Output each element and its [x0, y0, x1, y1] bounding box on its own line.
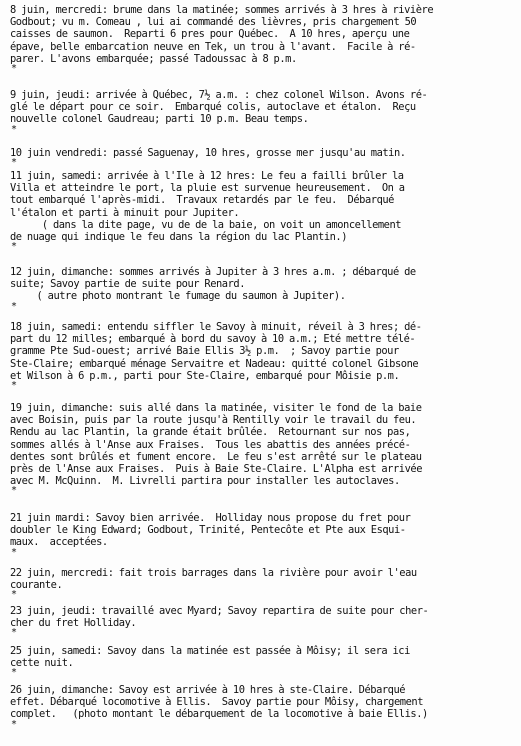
entry-line: et Wilson à 6 p.m., parti pour Ste-Claire, embarqué pour Môisie p.m.: [10, 369, 400, 382]
entry-line: ( autre photo montrant le fumage du saumon à Jupiter).: [10, 290, 346, 303]
entry-line: Rendu au lac Plantin, la grande était brûlée. Retournant sur nos pas,: [10, 426, 411, 439]
entry-line: avec Boisin, puis par la route jusqu'à Rentilly voir le travail du feu.: [10, 414, 417, 427]
entry-line: près de l'Anse aux Fraises. Puis à Baie Ste-Claire. L'Alpha est arrivée: [10, 462, 423, 475]
entry-line: 18 juin, samedi: entendu siffler le Savoy à minuit, réveil à 3 hres; dé-: [10, 321, 422, 333]
entry-line: ( dans la dite page, vu de de la baie, on voit un amoncellement: [10, 218, 402, 231]
diary-entry-21-juin: [10, 512, 515, 557]
entry-line: maux. acceptées.: [10, 536, 108, 549]
entry-line: caisses de saumon. Reparti 6 pres pour Québec. A 10 hres, aperçu une: [10, 28, 410, 41]
entry-line: 8 juin, mercredi: brume dans la matinée; sommes arrivés à 3 hres à rivière: [10, 4, 434, 16]
entry-separator-star: *: [11, 62, 17, 74]
entry-line: sommes allés à l'Anse aux Fraises. Tous les abattis des années précé-: [10, 438, 411, 451]
entry-separator-star: *: [11, 485, 17, 497]
entry-separator-star: *: [11, 667, 17, 679]
entry-separator-star: *: [11, 241, 17, 253]
entry-line: Ste-Claire; embarqué ménage Servaitre et Nadeau: quitté colonel Gibsone: [10, 357, 419, 370]
entry-line: nouvelle colonel Gaudreau; parti 10 p.m. Beau temps.: [10, 113, 309, 126]
entry-separator-star: *: [11, 546, 17, 558]
entry-line: de nuage qui indique le feu dans la région du lac Plantin.): [10, 230, 348, 243]
entry-line: complet. (photo montant le débarquement de la locomotive à baie Ellis.): [10, 708, 428, 721]
entry-line: doubler le King Edward; Godbout, Trinité, Pentecôte et Pte aux Esqui-: [10, 524, 406, 537]
entry-line: 21 juin mardi: Savoy bien arrivée. Holliday nous propose du fret pour: [10, 512, 411, 524]
entry-line: suite; Savoy partie de suite pour Renard.: [10, 278, 246, 291]
diary-entry-18-juin: [10, 321, 515, 390]
entry-line: glé le départ pour ce soir. Embarqué colis, autoclave et étalon. Reçu: [10, 101, 416, 114]
entry-line: l'étalon et parti à minuit pour Jupiter.: [10, 206, 240, 219]
entry-separator-star: *: [11, 123, 17, 135]
entry-line: avec M. McQuinn. M. Livrelli partira pour installer les autoclaves.: [10, 475, 400, 488]
entry-line: parer. L'avons embarquée; passé Tadoussac à 8 p.m.: [10, 52, 297, 65]
entry-separator-star: *: [11, 157, 17, 169]
entry-line: 25 juin, samedi: Savoy dans la matinée est passée à Môisy; il sera ici: [10, 645, 410, 657]
entry-line: 19 juin, dimanche: suis allé dans la matinée, visiter le fond de la baie: [10, 402, 422, 414]
entry-line: Godbout; vu m. Comeau , lui ai commandé des lièvres, pris chargement 50: [10, 16, 417, 29]
entry-line: 22 juin, mercredi: fait trois barrages dans la rivière pour avoir l'eau: [10, 567, 417, 579]
diary-entry-23-juin: [10, 605, 515, 637]
entry-separator-star: *: [11, 379, 17, 391]
entry-separator-star: *: [11, 300, 17, 312]
entry-separator-star: *: [11, 627, 17, 639]
entry-line: 10 juin vendredi: passé Saguenay, 10 hres, grosse mer jusqu'au matin.: [10, 147, 406, 159]
entry-line: tout embarqué l'après-midi. Travaux retardés par le feu. Débarqué: [10, 194, 394, 207]
entry-separator-star: *: [11, 718, 17, 730]
entry-line: effet. Débarqué locomotive à Ellis. Savoy partie pour Môisy, chargement: [10, 696, 424, 709]
entry-line: 23 juin, jeudi: travaillé avec Myard; Savoy repartira de suite pour cher-: [10, 605, 429, 617]
entry-line: épave, belle embarcation neuve en Tek, un trou à l'avant. Facile à ré-: [10, 40, 416, 53]
entry-line: 12 juin, dimanche: sommes arrivés à Jupiter à 3 hres a.m. ; débarqué de: [10, 266, 416, 278]
entry-line: 11 juin, samedi: arrivée à l'Ile à 12 hres: Le feu a failli brûler la: [10, 170, 404, 182]
diary-entry-12-juin: [10, 266, 515, 311]
entry-line: part du 12 milles; embarqué à bord du savoy à 10 a.m.; Eté mettre télé-: [10, 333, 416, 346]
diary-entry-9-juin: [10, 89, 515, 134]
diary-entry-25-juin: [10, 645, 515, 677]
entry-line: cette nuit.: [10, 657, 74, 670]
entry-line: dentes sont brûlés et fument encore. Le feu s'est arrêté sur le plateau: [10, 450, 422, 463]
entry-line: 9 juin, jeudi: arrivée à Québec, 7½ a.m. : chez colonel Wilson. Avons ré-: [10, 89, 428, 101]
diary-entry-22-juin: [10, 567, 515, 599]
diary-entry-10-juin: [10, 147, 515, 167]
entry-line: 26 juin, dimanche: Savoy est arrivée à 10 hres à ste-Claire. Débarqué: [10, 684, 406, 696]
diary-entry-26-juin: [10, 684, 515, 729]
diary-entry-11-juin: [10, 170, 515, 251]
entry-line: courante.: [10, 579, 63, 592]
entry-line: Villa et atteindre le port, la pluie est survenue heureusement. On a: [10, 182, 405, 195]
diary-entry-8-juin: [10, 4, 515, 73]
entry-separator-star: *: [11, 589, 17, 601]
entry-line: cher du fret Holliday.: [10, 617, 137, 630]
entry-line: gramme Pte Sud-ouest; arrivé Baie Ellis 3½ p.m. ; Savoy partie pour: [10, 345, 399, 358]
diary-entry-19-juin: [10, 402, 515, 495]
